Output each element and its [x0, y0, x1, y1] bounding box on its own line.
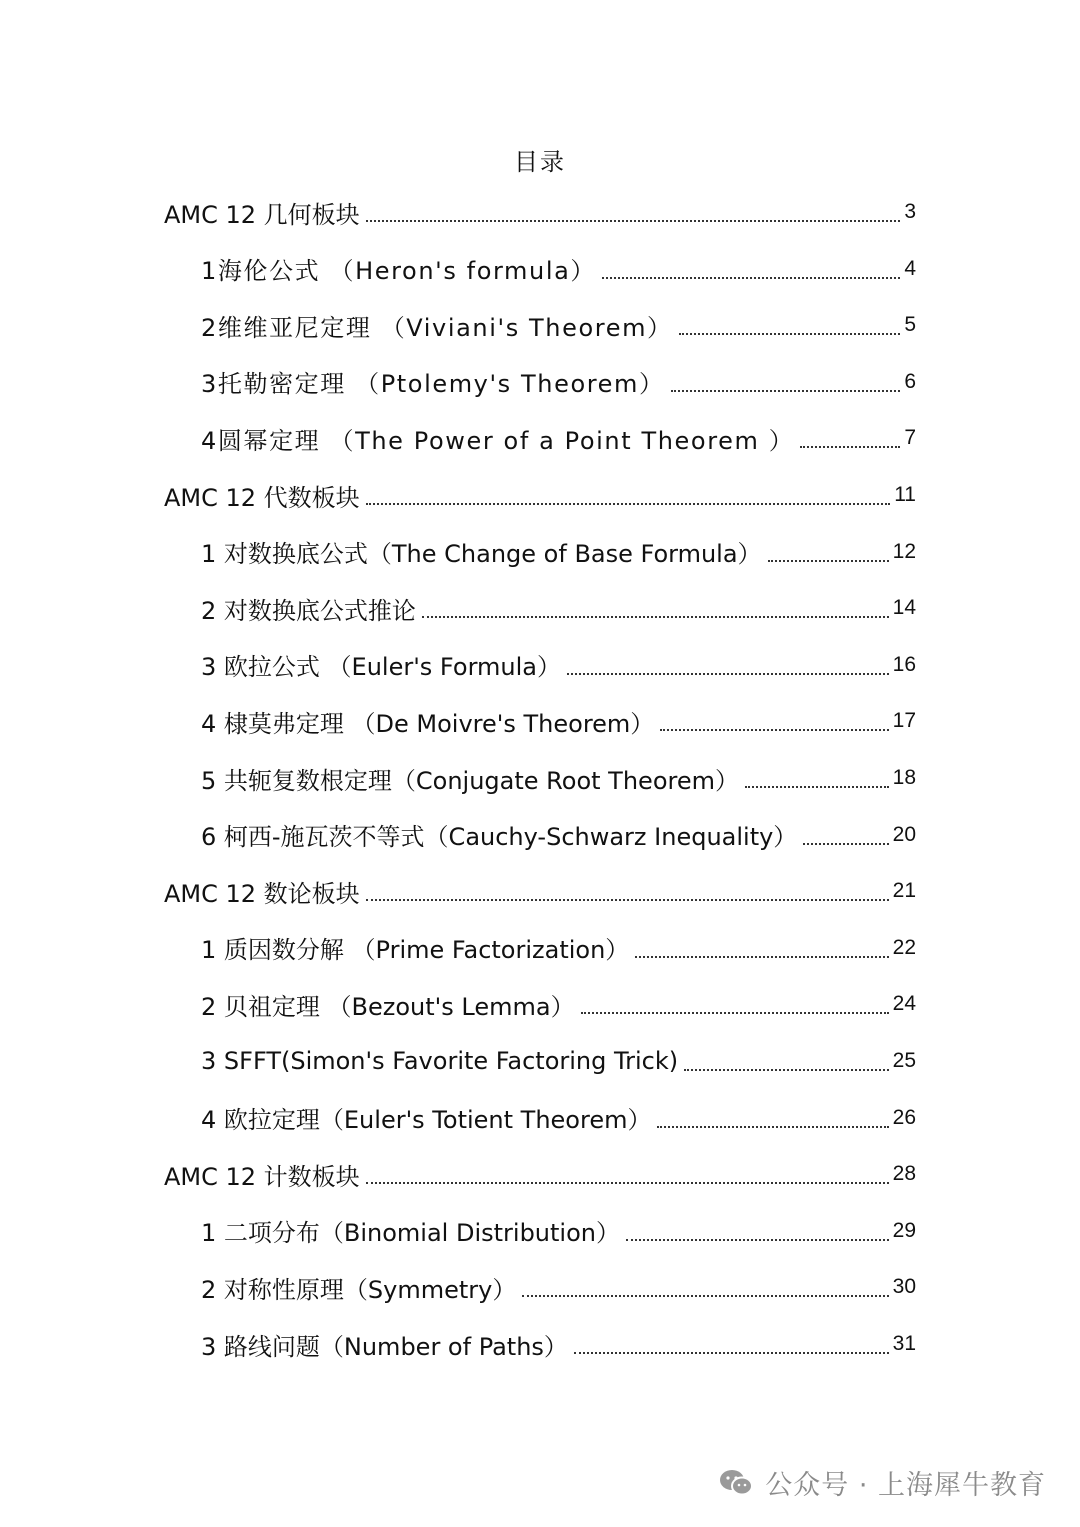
- dot-leader: [768, 560, 889, 562]
- toc-label: 3 SFFT(Simon's Favorite Factoring Trick): [201, 1047, 679, 1075]
- toc-page-number: 11: [894, 483, 916, 506]
- toc-section: [164, 1152, 916, 1196]
- toc-label: 4 欧拉定理（Euler's Totient Theorem）: [201, 1106, 652, 1135]
- toc-item: [201, 1096, 916, 1140]
- toc-page-number: 21: [892, 879, 916, 903]
- toc-page-number: 7: [904, 426, 916, 450]
- toc-label: AMC 12 计数板块: [164, 1162, 360, 1191]
- toc-page-number: 20: [892, 822, 916, 846]
- toc-page-number: 4: [904, 256, 916, 280]
- toc-page-number: 6: [904, 369, 916, 393]
- toc-item: [201, 1265, 916, 1309]
- toc-item: [201, 247, 916, 291]
- toc-label: 3 欧拉公式 （Euler's Formula）: [201, 653, 561, 682]
- toc-label: 6 柯西-施瓦茨不等式（Cauchy-Schwarz Inequality）: [201, 823, 798, 852]
- dot-leader: [567, 673, 889, 675]
- toc-page-number: 5: [904, 313, 916, 337]
- toc-page-number: 16: [892, 652, 916, 676]
- toc-page-number: 30: [892, 1275, 916, 1299]
- dot-leader: [366, 1182, 889, 1184]
- dot-leader: [635, 956, 888, 958]
- toc-label: 1 对数换底公式（The Change of Base Formula）: [201, 540, 762, 569]
- dot-leader: [671, 390, 901, 392]
- toc-item: [201, 813, 916, 857]
- toc-item: [201, 303, 916, 347]
- dot-leader: [684, 1069, 889, 1071]
- toc-item: [201, 1209, 916, 1253]
- toc-label: 1海伦公式 （Heron's formula）: [201, 257, 597, 286]
- toc-label: 2 贝祖定理 （Bezout's Lemma）: [201, 992, 575, 1021]
- toc-item: [201, 530, 916, 574]
- toc-page-number: 28: [892, 1162, 916, 1186]
- toc-label: 3 路线问题（Number of Paths）: [201, 1332, 568, 1361]
- toc-section: [164, 869, 916, 913]
- dot-leader: [581, 1012, 889, 1014]
- toc-item: [201, 360, 916, 404]
- toc-label: 5 共轭复数根定理（Conjugate Root Theorem）: [201, 766, 739, 795]
- dot-leader: [602, 277, 900, 279]
- toc-page-number: 18: [892, 766, 916, 789]
- dot-leader: [522, 1295, 888, 1297]
- wechat-icon: [719, 1469, 753, 1497]
- toc-label: 3托勒密定理 （Ptolemy's Theorem）: [201, 370, 665, 399]
- toc-item: [201, 756, 916, 800]
- toc-label: 1 质因数分解 （Prime Factorization）: [201, 936, 630, 965]
- dot-leader: [745, 786, 889, 788]
- watermark: [719, 1463, 1046, 1502]
- toc-label: AMC 12 几何板块: [164, 200, 360, 229]
- toc-label: AMC 12 代数板块: [164, 483, 360, 512]
- toc-page-number: 31: [892, 1332, 916, 1355]
- toc-page-number: 17: [892, 709, 916, 733]
- toc-item: [201, 982, 916, 1026]
- toc-item: [201, 1039, 916, 1083]
- toc-label: 4 棣莫弗定理 （De Moivre's Theorem）: [201, 709, 655, 738]
- dot-leader: [803, 843, 888, 845]
- dot-leader: [366, 220, 901, 222]
- toc-item: [201, 586, 916, 630]
- toc-label: 4圆幂定理 （The Power of a Point Theorem ）: [201, 426, 795, 455]
- toc-page-number: 12: [892, 539, 916, 563]
- toc-page-number: 29: [892, 1218, 916, 1242]
- toc-page-number: 14: [892, 596, 916, 620]
- toc-item: [201, 643, 916, 687]
- toc-label: 2 对称性原理（Symmetry）: [201, 1275, 517, 1304]
- toc-label: AMC 12 数论板块: [164, 879, 360, 908]
- dot-leader: [800, 446, 900, 448]
- dot-leader: [422, 616, 889, 618]
- toc-item: [201, 699, 916, 743]
- toc-page-number: 24: [892, 992, 916, 1016]
- toc-item: [201, 926, 916, 970]
- toc-label: 2维维亚尼定理 （Viviani's Theorem）: [201, 313, 673, 342]
- toc-label: 1 二项分布（Binomial Distribution）: [201, 1219, 620, 1248]
- dot-leader: [574, 1352, 889, 1354]
- toc-item: [201, 1322, 916, 1366]
- dot-leader: [657, 1126, 888, 1128]
- toc-item: [201, 416, 916, 460]
- toc-section: [164, 190, 916, 234]
- dot-leader: [660, 729, 888, 731]
- dot-leader: [366, 899, 889, 901]
- toc-section: [164, 473, 916, 517]
- toc-label: 2 对数换底公式推论: [201, 596, 416, 625]
- toc-title: 目录: [514, 148, 566, 176]
- toc-page-number: 26: [892, 1105, 916, 1129]
- dot-leader: [626, 1239, 889, 1241]
- dot-leader: [679, 333, 901, 335]
- watermark-text: 公众号 · 上海犀牛教育: [765, 1470, 1046, 1501]
- toc-page-number: 25: [892, 1049, 916, 1072]
- dot-leader: [366, 503, 891, 505]
- toc-page-number: 22: [892, 935, 916, 959]
- toc-page-number: 3: [904, 200, 916, 223]
